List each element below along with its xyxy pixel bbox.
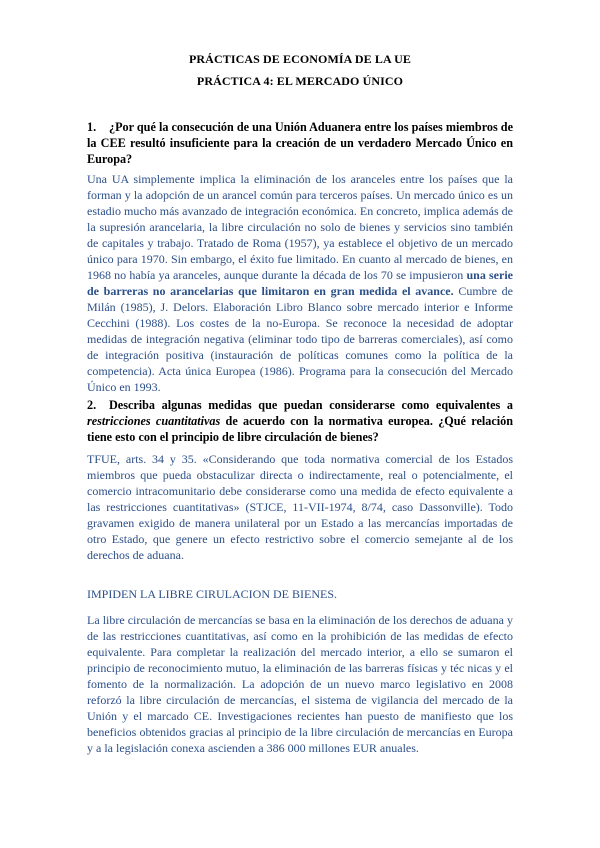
question-1-number: 1.: [87, 120, 97, 134]
question-2-text-after: de acuerdo con la normativa europea. ¿Qué relación tiene esto con el principio de libre circulación de bienes?: [87, 414, 513, 444]
answer-1: [87, 171, 513, 395]
question-1-text: ¿Por qué la consecución de una Unión Aduanera entre los países miembros de la CEE resultó insuficiente para la creación de un verdadero Mercado Único en Europa?: [87, 120, 513, 166]
section-3-text: La libre circulación de mercancías se basa en la eliminación de los derechos de aduana y de las restricciones cuantitativas, así como en la prohibición de las medidas de efecto equivalente. Para completar la realización del mercado interior, a ello se sumaron el principio de reconocimiento mutuo, la eliminación de las barreras físicas y téc nicas y el fomento de la normalización. La adopción de un nuevo marco legislativo en 2008 reforzó la libre circulación de mercancías, el sistema de vigilancia del mercado de la Unión y el marcado CE. Investigaciones recientes han puesto de manifiesto que los beneficios obtenidos gracias al principio de la libre circulación de mercancías en Europa y a la legislación conexa ascienden a 386 000 millones EUR anuales.: [87, 613, 513, 755]
section-3-heading: IMPIDEN LA LIBRE CIRULACION DE BIENES.: [87, 587, 337, 601]
answer-1-bold: una serie de barreras no arancelarias que limitaron en gran medida el avance.: [87, 268, 513, 298]
question-2: [87, 397, 513, 445]
document-title: PRÁCTICAS DE ECONOMÍA DE LA UE: [188, 52, 412, 66]
question-2-text-before: Describa algunas medidas que puedan considerarse como equivalentes a: [109, 398, 513, 412]
question-2-italic: restricciones cuantitativas: [87, 414, 221, 428]
answer-1-text-before: Una UA simplemente implica la eliminación de los aranceles entre los países que la forman y la adopción de un arancel común para terceros países. Un mercado único es un estadio mucho más avanzado de integración económica. En concreto, implica además de la supresión arancelaria, la libre circulación no solo de bienes y servicios sino también de capitales y trabajo. Tratado de Roma (1957), ya establece el objetivo de un mercado único para 1970. Sin embargo, el éxito fue limitado. En cuanto al mercado de bienes, en 1968 no había ya aranceles, aunque durante la década de los 70 se impusieron: [87, 172, 513, 282]
answer-1-text-after: Cumbre de Milán (1985), J. Delors. Elaboración Libro Blanco sobre mercado interior e Informe Cecchini (1988). Los costes de la no-Europa. Se reconoce la necesidad de adoptar medidas de integración negativa (eliminar todo tipo de barreras comerciales), así como de integración positiva (instauración de políticas comunes como la política de la competencia). Acta única Europea (1986). Programa para la consecución del Mercado Único en 1993.: [87, 284, 513, 394]
answer-2: TFUE, arts. 34 y 35. «Considerando que toda normativa comercial de los Estados miembros que pueda obstaculizar directa o indirectamente, real o potencialmente, el comercio intracomunitario debe considerarse como una medida de efecto equivalente a las restricciones cuantitativas» (STJCE, 11-VII-1974, 8/74, caso Dassonville). Todo gravamen exigido de manera unilateral por un Estado a las mercancías importadas de otro Estado, que genere un efecto restrictivo sobre el comercio semejante al de los derechos de aduana.: [87, 452, 513, 562]
question-1: [87, 119, 513, 167]
question-2-number: 2.: [87, 398, 97, 412]
document-subtitle: PRÁCTICA 4: EL MERCADO ÚNICO: [196, 74, 404, 88]
